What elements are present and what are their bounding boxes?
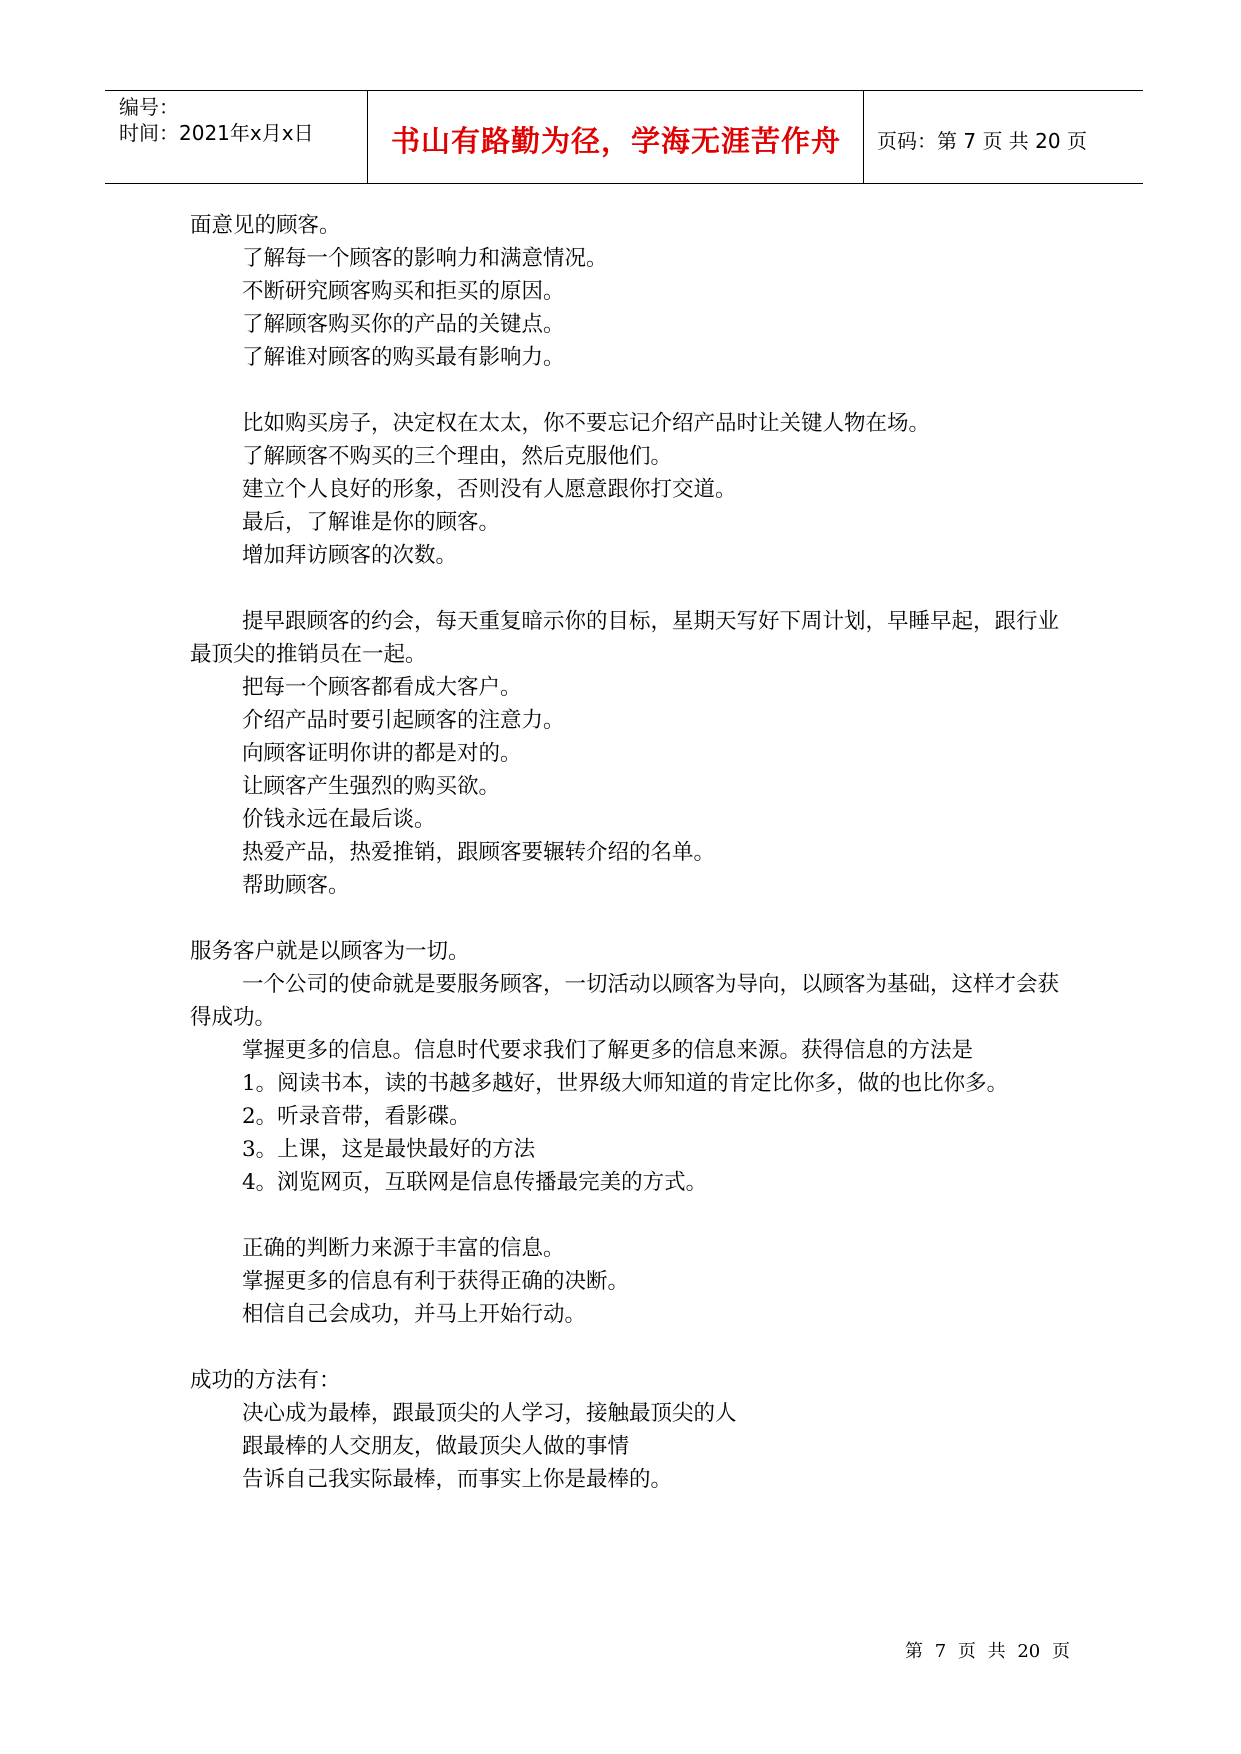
- paragraph-gap: [190, 1331, 1070, 1364]
- text-line: 正确的判断力来源于丰富的信息。: [242, 1236, 565, 1261]
- header-page-code: 页码：第 7 页 共 20 页: [877, 129, 1087, 153]
- text-line: 4。浏览网页，互联网是信息传播最完美的方式。: [242, 1170, 708, 1195]
- text-line: 了解每一个顾客的影响力和满意情况。: [242, 246, 608, 271]
- text-line: 相信自己会成功，并马上开始行动。: [242, 1302, 587, 1327]
- text-line: 3。上课，这是最快最好的方法: [242, 1137, 536, 1162]
- paragraph-gap: [190, 374, 1070, 407]
- paragraph-gap: [190, 572, 1070, 605]
- text-line: 热爱产品，热爱推销，跟顾客要辗转介绍的名单。: [242, 840, 716, 865]
- header-motto-cell: [369, 91, 864, 183]
- document-number-label: 编号：: [119, 95, 179, 119]
- text-line: 向顾客证明你讲的都是对的。: [242, 741, 522, 766]
- document-body: [190, 209, 1070, 1496]
- text-line: 决心成为最棒，跟最顶尖的人学习，接触最顶尖的人: [242, 1401, 737, 1426]
- text-line: 成功的方法有：: [190, 1368, 341, 1393]
- header-info-cell: [105, 91, 368, 183]
- text-paragraph: 提早跟顾客的约会，每天重复暗示你的目标，星期天写好下周计划，早睡早起，跟行业最顶尖的推销员在一起。: [190, 609, 1060, 667]
- text-line: 了解顾客购买你的产品的关键点。: [242, 312, 565, 337]
- text-line: 增加拜访顾客的次数。: [242, 543, 458, 568]
- text-line: 价钱永远在最后谈。: [242, 807, 436, 832]
- text-line: 2。听录音带，看影碟。: [242, 1104, 471, 1129]
- text-line: 建立个人良好的形象，否则没有人愿意跟你打交道。: [242, 477, 737, 502]
- page-header: [105, 90, 1143, 184]
- text-line: 了解顾客不购买的三个理由，然后克服他们。: [242, 444, 673, 469]
- text-line: 服务客户就是以顾客为一切。: [190, 939, 470, 964]
- text-line: 掌握更多的信息有利于获得正确的决断。: [242, 1269, 630, 1294]
- text-paragraph: 1。阅读书本，读的书越多越好，世界级大师知道的肯定比你多，做的也比你多。: [242, 1071, 1009, 1096]
- text-line: 让顾客产生强烈的购买欲。: [242, 774, 501, 799]
- header-motto: 书山有路勤为径，学海无涯苦作舟: [390, 124, 841, 158]
- text-line: 跟最棒的人交朋友，做最顶尖人做的事情: [242, 1434, 630, 1459]
- text-line: 把每一个顾客都看成大客户。: [242, 675, 522, 700]
- text-line: 介绍产品时要引起顾客的注意力。: [242, 708, 565, 733]
- page-footer: 第 7 页 共 20 页: [905, 1641, 1070, 1662]
- text-line: 最后，了解谁是你的顾客。: [242, 510, 501, 535]
- text-line: 不断研究顾客购买和拒买的原因。: [242, 279, 565, 304]
- paragraph-gap: [190, 902, 1070, 935]
- header-page-cell: [865, 91, 1143, 183]
- text-paragraph: 一个公司的使命就是要服务顾客，一切活动以顾客为导向，以顾客为基础，这样才会获得成功。: [190, 972, 1060, 1030]
- text-line: 面意见的顾客。: [190, 213, 341, 238]
- text-line: 比如购买房子，决定权在太太，你不要忘记介绍产品时让关键人物在场。: [242, 411, 931, 436]
- document-time-label: 时间：2021年x月x日: [119, 121, 314, 145]
- text-line: 帮助顾客。: [242, 873, 350, 898]
- paragraph-gap: [190, 1199, 1070, 1232]
- text-line: 告诉自己我实际最棒，而事实上你是最棒的。: [242, 1467, 673, 1492]
- text-paragraph: 掌握更多的信息。信息时代要求我们了解更多的信息来源。获得信息的方法是: [242, 1038, 974, 1063]
- text-line: 了解谁对顾客的购买最有影响力。: [242, 345, 565, 370]
